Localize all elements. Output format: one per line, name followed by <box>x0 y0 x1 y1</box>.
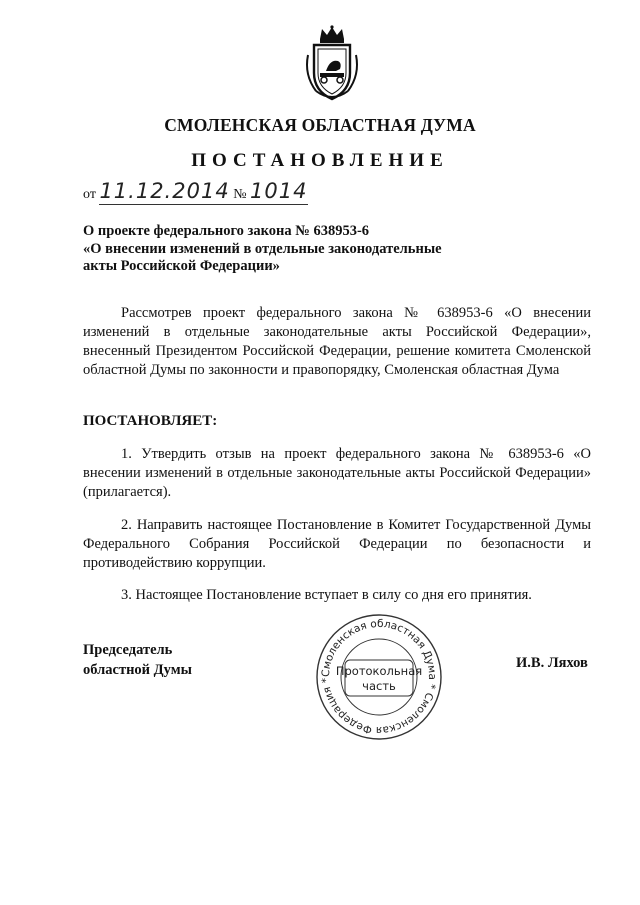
stamp-center-line-2: часть <box>362 679 396 693</box>
resolution-item-3: 3. Настоящее Постановление вступает в силу со дня его принятия. <box>121 587 532 603</box>
document-type-title: ПОСТАНОВЛЕНИЕ <box>191 150 449 171</box>
handwritten-date: 11.12.2014 <box>99 179 230 203</box>
official-stamp <box>314 612 444 742</box>
date-number-line <box>83 179 308 205</box>
stamp-ring-text: Смоленская областная Дума * Смоленская Федерация * <box>319 617 439 737</box>
stamp-center-line-1: Протокольная <box>335 664 423 678</box>
subject-line-1: О проекте федерального закона № 638953-6 <box>83 223 370 239</box>
signatory-title <box>83 640 192 680</box>
preamble-paragraph: Рассмотрев проект федерального закона № 638953-6 «О внесении изменений в отдельные законодательные акты Российской Федерации», внесенный Президентом Российской Федерации, решение комитета Смоленской областной Думы по законности и правопорядку, Смоленская областная Дума <box>83 305 591 378</box>
subject-line-2: «О внесении изменений в отдельные законодательные <box>83 240 442 257</box>
coat-of-arms-emblem <box>300 25 364 103</box>
resolution-item-2: 2. Направить настоящее Постановление в Комитет Государственной Думы Федерального Собрания Российской Федерации по безопасности и противодействию коррупции. <box>83 517 591 571</box>
resolution-item-1: 1. Утвердить отзыв на проект федерального закона № 638953-6 «О внесении изменений в отдельные законодательные акты Российской Федерации» (прилагается). <box>83 446 591 500</box>
date-prefix: от <box>83 187 96 202</box>
subject-line-3: акты Российской Федерации» <box>83 258 280 274</box>
signatory-title-line-1: Председатель <box>83 642 173 658</box>
signatory-title-line-2: областной Думы <box>83 662 192 678</box>
signatory-name: И.В. Ляхов <box>516 655 588 671</box>
decides-heading: ПОСТАНОВЛЯЕТ: <box>83 413 218 429</box>
document-subject <box>83 223 503 276</box>
organization-name: СМОЛЕНСКАЯ ОБЛАСТНАЯ ДУМА <box>164 115 476 135</box>
handwritten-number: 1014 <box>250 179 308 203</box>
number-prefix: № <box>233 187 247 202</box>
